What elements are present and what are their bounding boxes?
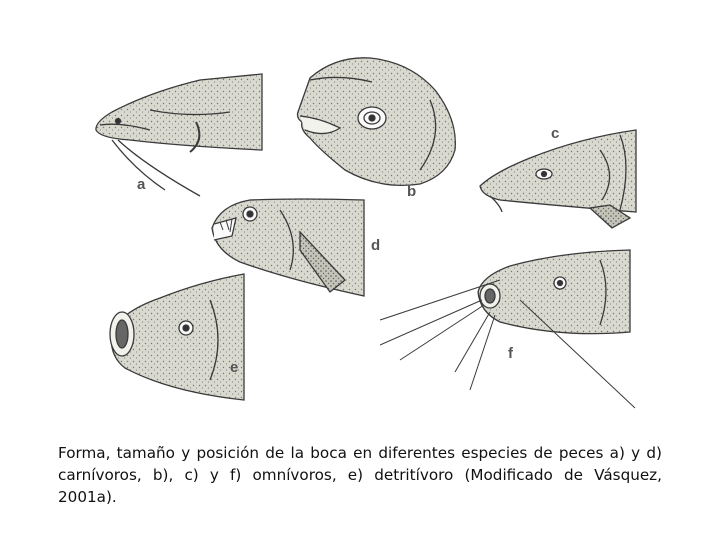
label-d: d	[371, 237, 381, 254]
fish-b	[298, 58, 456, 186]
fish-c	[480, 130, 636, 228]
fish-f	[380, 250, 635, 408]
label-b: b	[407, 183, 417, 200]
label-c: c	[551, 125, 560, 142]
label-f: f	[508, 345, 513, 362]
fish-e	[110, 274, 244, 400]
label-a: a	[137, 176, 146, 193]
label-e: e	[230, 359, 239, 376]
figure-caption: Forma, tamaño y posición de la boca en diferentes especies de peces a) y d) carnívoros, b), c) y f) omnívoros, e) detritívoro (Modificado de Vásquez, 2001a).	[58, 444, 662, 506]
fish-a	[96, 74, 262, 196]
